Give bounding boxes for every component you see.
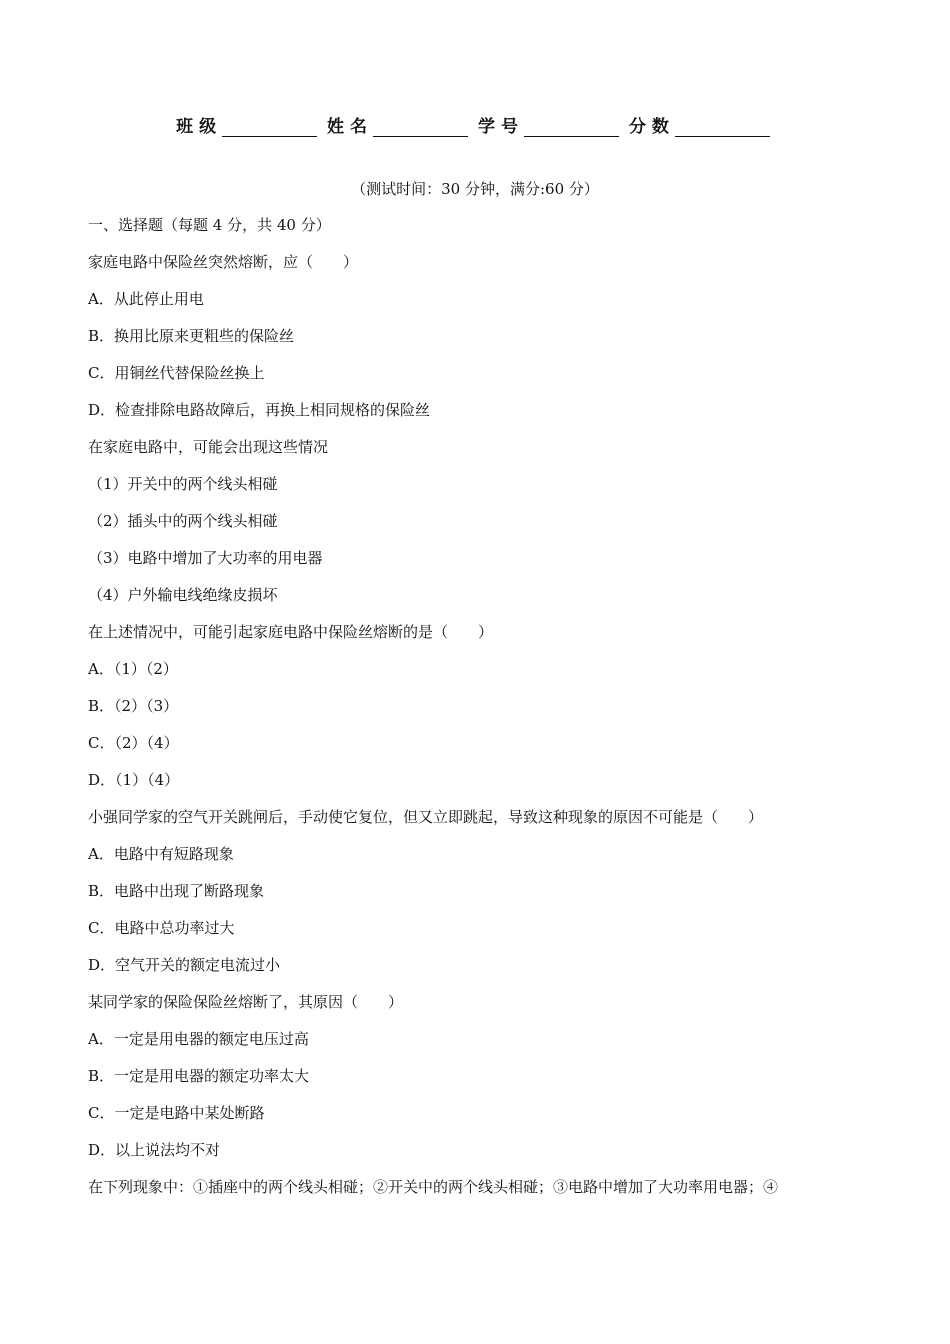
student-id-blank — [524, 116, 619, 137]
section-title: 一、选择题（每题 4 分，共 40 分） — [88, 216, 331, 234]
option-c: C．（2）（4） — [88, 734, 179, 752]
option-d: D．以上说法均不对 — [88, 1141, 221, 1159]
option-a: A．电路中有短路现象 — [88, 845, 234, 863]
name-blank — [373, 116, 468, 137]
option-b: B．换用比原来更粗些的保险丝 — [88, 327, 295, 345]
situation-item: （4）户外输电线绝缘皮损坏 — [88, 586, 278, 604]
question-stem: 在上述情况中，可能引起家庭电路中保险丝熔断的是（ ） — [88, 623, 494, 641]
score-blank — [675, 116, 770, 137]
option-b: B．一定是用电器的额定功率太大 — [88, 1067, 310, 1085]
student-info-header — [0, 112, 950, 137]
name-label: 姓名 — [327, 117, 374, 137]
question-stem: 小强同学家的空气开关跳闸后，手动使它复位，但又立即跳起，导致这种现象的原因不可能是（ ） — [88, 808, 764, 826]
situation-item: （3）电路中增加了大功率的用电器 — [88, 549, 323, 567]
score-label: 分数 — [628, 117, 675, 137]
option-b: B．电路中出现了断路现象 — [88, 882, 265, 900]
option-a: A．一定是用电器的额定电压过高 — [88, 1030, 309, 1048]
class-blank — [222, 116, 317, 137]
option-b: B．（2）（3） — [88, 697, 179, 715]
option-a: A．从此停止用电 — [88, 290, 204, 308]
question-stem: 某同学家的保险保险丝熔断了，其原因（ ） — [88, 993, 404, 1011]
option-d: D．空气开关的额定电流过小 — [88, 956, 281, 974]
situation-item: （1）开关中的两个线头相碰 — [88, 475, 278, 493]
question-stem: 在下列现象中：①插座中的两个线头相碰；②开关中的两个线头相碰；③电路中增加了大功率用电器；④ — [88, 1178, 779, 1196]
situation-item: （2）插头中的两个线头相碰 — [88, 512, 278, 530]
option-d: D．（1）（4） — [88, 771, 180, 789]
option-c: C．电路中总功率过大 — [88, 919, 235, 937]
class-label: 班级 — [176, 117, 223, 137]
question-stem: 家庭电路中保险丝突然熔断，应（ ） — [88, 253, 359, 271]
option-c: C．一定是电路中某处断路 — [88, 1104, 265, 1122]
student-id-label: 学号 — [477, 117, 524, 137]
question-list — [88, 212, 878, 1211]
option-a: A．（1）（2） — [88, 660, 178, 678]
option-c: C．用铜丝代替保险丝换上 — [88, 364, 265, 382]
test-time-note: （测试时间：30 分钟，满分:60 分） — [351, 180, 599, 198]
question-stem: 在家庭电路中，可能会出现这些情况 — [88, 438, 329, 456]
option-d: D．检查排除电路故障后，再换上相同规格的保险丝 — [88, 401, 431, 419]
